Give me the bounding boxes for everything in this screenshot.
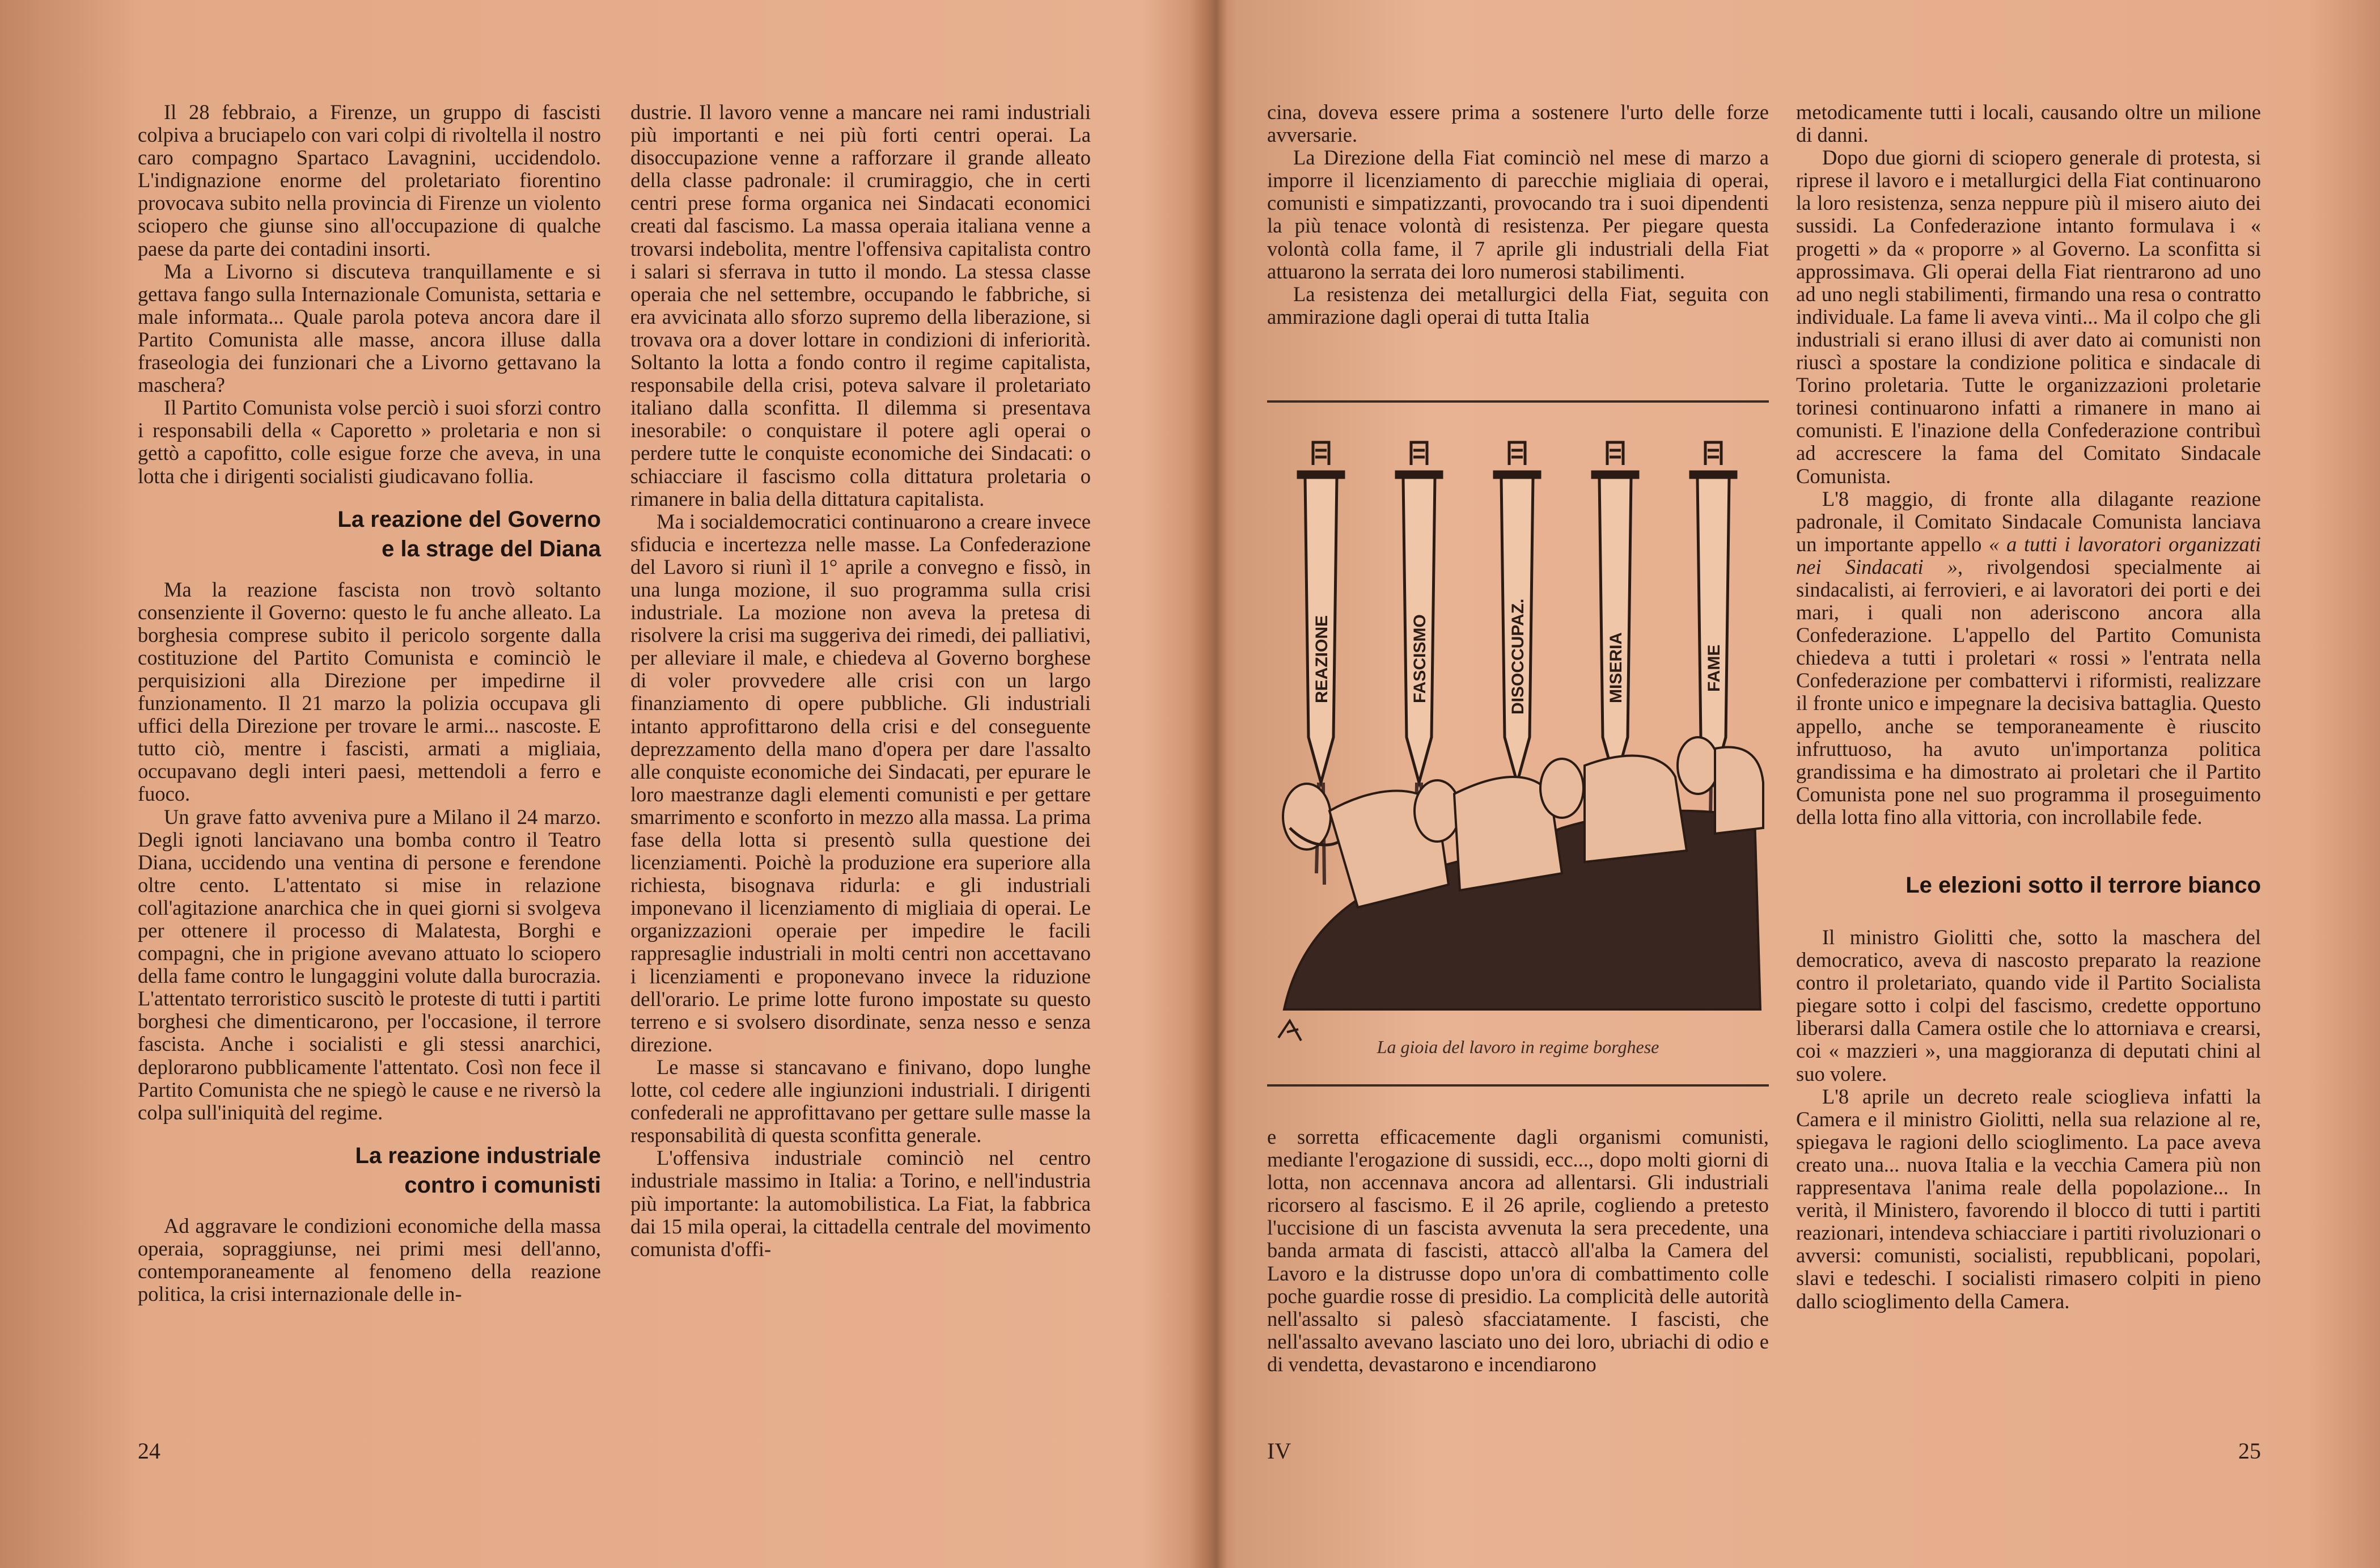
paragraph: dustrie. Il lavoro venne a mancare nei rami industriali più importanti e nei più forti centri operai. La disoccupazione venne a rafforzare il grande alleato della classe padronale: il crumiraggio, che in certi centri prese forma organica nei Sindacati economici creati dal fascismo. La massa operaia italiana venne a trovarsi indebolita, mentre l'offensiva capitalista contro i salari si sferrava in tutto il mondo. La stessa classe operaia che nel settembre, occupando le fabbriche, si era avvicinata allo sforzo supremo della liberazione, si trovava ora a dover lottare in condizioni di inferiorità. Soltanto la lotta a fondo contro il regime capitalista, responsabile della crisi, poteva salvare il proletariato italiano dalla sconfitta. Il dilemma si presentava inesorabile: o conquistare il potere agli operai o perdere tutte le conquiste economiche dei Sindacati: o schiacciare il fascismo colla dittatura proletaria o rimanere in balia della dittatura capitalista.	[630, 100, 1091, 510]
paragraph: La resistenza dei metallurgici della Fiat, seguita con ammirazione dagli operai di tutta Italia	[1267, 282, 1769, 328]
right-column-1-continued	[1267, 1126, 1769, 1376]
paragraph: Un grave fatto avveniva pure a Milano il 24 marzo. Degli ignoti lanciavano una bomba contro il Teatro Diana, uccidendo una ventina di persone e ferendone oltre cento. L'attentato si mise in relazione coll'agitazione anarchica che in quei giorni si svolgeva per ottenere il processo di Malatesta, Borghi e compagni, che in prigione avevano attuato lo sciopero della fame contro le lungaggini volute dalla burocrazia. L'attentato terroristico suscitò le proteste di tutti i partiti borghesi che dimenticarono, per l'occasione, il terrore fascista. Anche i socialisti e gli stessi anarchici, deplorarono pubblicamente l'attentato. Così non fece il Partito Comunista che ne spiegò le cause e ne riversò la colpa sull'iniquità del regime.	[138, 805, 601, 1124]
paragraph: La Direzione della Fiat cominciò nel mese di marzo a imporre il licenziamento di parecchie migliaia di operai, comunisti e simpatizzanti, provocando tra i suoi dipendenti la più tenace volontà di resistenza. Per piegare questa volontà colla fame, il 7 aprile gli industriali della Fiat attuarono la serrata dei loro numerosi stabilimenti.	[1267, 146, 1769, 283]
left-column-2	[630, 101, 1091, 1261]
paragraph: Ma i socialdemocratici continuarono a creare invece sfiducia e incertezza nelle masse. La Confederazione del Lavoro si riunì il 1° aprile a convegno e fissò, in una lunga mozione, il suo programma sulla crisi industriale. La mozione non aveva la pretesa di risolvere la crisi ma suggeriva dei rimedi, dei palliativi, per alleviare il male, e chiedeva al Governo borghese di voler provvedere alle crisi con un largo finanziamento di opere pubbliche. Gli industriali intanto approfittarono della crisi e del conseguente deprezzamento della mano d'opera per dare l'assalto alle conquiste economiche dei Sindacati, per epurare le loro maestranze dagli elementi comunisti e per gettare smarrimento e sconforto in mezzo alla massa. La prima fase della lotta si presentò sulla questione dei licenziamenti. Poichè la produzione era superiore alla richiesta, bisognava ridurla: e gli industriali imponevano il licenziamento di migliaia di operai. Le organizzazioni operaie per impedire le facili rappresaglie industriali in molti centri non accettavano i licenziamenti e proponevano invece la riduzione dell'orario. Le prime lotte furono impostate su questo terreno e si svolsero disordinate, senza nesso e senza direzione.	[630, 509, 1091, 1056]
figure-caption: La gioia del lavoro in regime borghese	[1377, 1037, 1659, 1057]
section-heading	[138, 505, 601, 564]
text-run: , rivolgendosi specialmente ai sindacalisti, ai ferrovieri, e ai lavoratori dei porti e dei mari, i quali non aderiscono ancora alla Confederazione. L'appello del Partito Comunista chiedeva a tutti i proletari « rossi » l'entrata nella Confederazione per combattervi i riformisti, realizzare il fronte unico e impegnare la decisiva battaglia. Questo appello, anche se temporaneamente è riuscito infruttuoso, ha avuto un'importanza politica grandissima e ha dimostrato ai proletari che il Partito Comunista pone nel suo programma il proseguimento della lotta fino alla vittoria, con incrollabile fede.	[1796, 555, 2262, 829]
paragraph	[1796, 488, 2261, 829]
figure-top-rule	[1267, 400, 1769, 403]
page-number: 24	[138, 1438, 160, 1464]
paragraph: L'offensiva industriale cominciò nel centro industriale massimo in Italia: a Torino, e nell'industria più importante: la automobilistica. La Fiat, la fabbrica dai 15 mila operai, la cittadella centrale del movimento comunista d'offi-	[630, 1146, 1091, 1261]
figure-bottom-rule	[1267, 1084, 1769, 1087]
page-number: 25	[2238, 1438, 2261, 1464]
paragraph: Il Partito Comunista volse perciò i suoi sforzi contro i responsabili della « Caporetto » proletaria e non si gettò a capofitto, colle esigue forze che aveva, in una lotta che i dirigenti socialisti giudicavano follia.	[138, 396, 601, 488]
paragraph: Le masse si stancavano e finivano, dopo lunghe lotte, col cedere alle ingiunzioni industriali. I dirigenti confederali ne approfittavano per gettare sulle masse la responsabilità di questa sconfitta generale.	[630, 1055, 1091, 1147]
dagger-label: DISOCCUPAZ.	[1509, 598, 1527, 715]
cartoon-illustration	[1267, 420, 1769, 1055]
right-page	[1227, 0, 2380, 1568]
left-column-1	[138, 101, 601, 1305]
right-column-2	[1796, 101, 2261, 1313]
section-heading: Le elezioni sotto il terrore bianco	[1905, 873, 2261, 898]
heading-line: e la strage del Diana	[382, 536, 601, 561]
heading-line: contro i comunisti	[404, 1172, 601, 1198]
text-run: L'8 maggio, di fronte alla dilagante reazione padronale, il Comitato Sindacale Comunista lanciava un importante appello	[1796, 487, 2261, 556]
right-column-1	[1267, 101, 1769, 328]
dagger-label: FAME	[1705, 644, 1723, 692]
paragraph: Ad aggravare le condizioni economiche della massa operaia, sopraggiunse, nei primi mesi dell'anno, contemporaneamente al fenomeno della reazione politica, la crisi internazionale delle in-	[138, 1214, 601, 1306]
heading-line: La reazione del Governo	[337, 506, 601, 532]
emphasis-text: « a tutti i lavoratori organizzati nei Sindacati »	[1796, 532, 2261, 578]
dagger-labels	[1312, 599, 1723, 715]
paragraph: L'8 aprile un decreto reale scioglieva infatti la Camera e il ministro Giolitti, nella sua relazione al re, spiegava le ragioni dello scioglimento. La pace aveva creato una... nuova Italia e la vecchia Camera più non rappresentava l'anima reale della popolazione... In verità, il Ministero, favorendo il blocco di tutti i partiti reazionari, intendeva schiacciare i partiti rivoluzionari o avversi: comunisti, socialisti, repubblicani, popolari, slavi e tedeschi. I socialisti rimasero colpiti in pieno dallo scioglimento della Camera.	[1796, 1084, 2261, 1313]
book-gutter	[1205, 0, 1227, 1568]
paragraph: Ma la reazione fascista non trovò soltanto consenziente il Governo: questo le fu anche alleato. La borghesia comprese subito il pericolo sorgente dalla costituzione del Partito Comunista e cominciò le perquisizioni alla Direzione per impedirne il funzionamento. Il 21 marzo la polizia occupava gli uffici della Direzione per trovare le armi... nascoste. E tutto ciò, mentre i fascisti, armati a migliaia, occupavano degli interi paesi, mettendoli a ferro e fuoco.	[138, 577, 601, 806]
workers-figures	[1278, 737, 1763, 1041]
paragraph: Dopo due giorni di sciopero generale di protesta, si riprese il lavoro e i metallurgici della Fiat continuarono la loro resistenza, senza neppure più il misero aiuto dei sussidi. La Confederazione intanto formulava i « progetti » da « proporre » al Governo. La sconfitta si approssimava. Gli operai della Fiat rientrarono ad uno ad uno negli stabilimenti, firmando una resa o contratto individuale. La fame li aveva vinti... Ma il colpo che gli industriali si erano illusi di aver dato ai comunisti non riuscì a spostare la condizione politica e sindacale di Torino proletaria. Tutte le organizzazioni proletarie torinesi continuarono infatti a rimanere in mano ai comunisti. E l'inazione della Confederazione contribuì ad accrescere la fama del Comitato Sindacale Comunista.	[1796, 146, 2261, 488]
heading-line: La reazione industriale	[355, 1143, 601, 1168]
paragraph: Il ministro Giolitti che, sotto la maschera del democratico, aveva di nascosto preparato la reazione contro il proletariato, quando vide il Partito Socialista piegare sotto i colpi del fascismo, credette opportuno liberarsi dalla Camera ostile che lo attorniava e crearsi, coi « mazzieri », una maggioranza di deputati chini al suo volere.	[1796, 925, 2261, 1085]
paragraph: cina, doveva essere prima a sostenere l'urto delle forze avversarie.	[1267, 100, 1769, 147]
paragraph: metodicamente tutti i locali, causando oltre un milione di danni.	[1796, 100, 2261, 147]
paragraph: Il 28 febbraio, a Firenze, un gruppo di fascisti colpiva a bruciapelo con vari colpi di rivoltella il nostro caro compagno Spartaco Lavagnini, uccidendolo. L'indignazione enorme del proletariato fiorentino provocava subito nella provincia di Firenze un violento sciopero che giunse sino all'occupazione di qualche paese da parte dei contadini insorti.	[138, 100, 601, 260]
paragraph: e sorretta efficacemente dagli organismi comunisti, mediante l'erogazione di sussidi, ecc..., dopo molti giorni di lotta, non accennava ancora ad allentarsi. Gli industriali ricorsero al fascismo. E il 26 aprile, cogliendo a pretesto l'uccisione di un fascista avvenuta la sera precedente, una banda armata di fascisti, attaccò all'alba la Camera del Lavoro e la distrusse dopo un'ora di combattimento colle poche guardie rosse di presidio. La complicità delle autorità nell'assalto si palesò sfacciatamente. I fascisti, che nell'assalto avevano lasciato uno dei loro, ubriachi di odio e di vendetta, devastarono e incendiarono	[1267, 1125, 1769, 1376]
dagger-label: REAZIONE	[1312, 615, 1331, 703]
section-heading	[138, 1141, 601, 1200]
page-number-roman: IV	[1267, 1438, 1291, 1464]
paragraph: Ma a Livorno si discuteva tranquillamente e si gettava fango sulla Internazionale Comunista, settaria e male informata... Quale parola poteva ancora dare il Partito Comunista alle masse, ancora illuse dalla fraseologia dei funzionari che a Livorno gettavano la maschera?	[138, 259, 601, 397]
dagger-label: MISERIA	[1607, 632, 1625, 703]
dagger-label: FASCISMO	[1411, 614, 1429, 703]
